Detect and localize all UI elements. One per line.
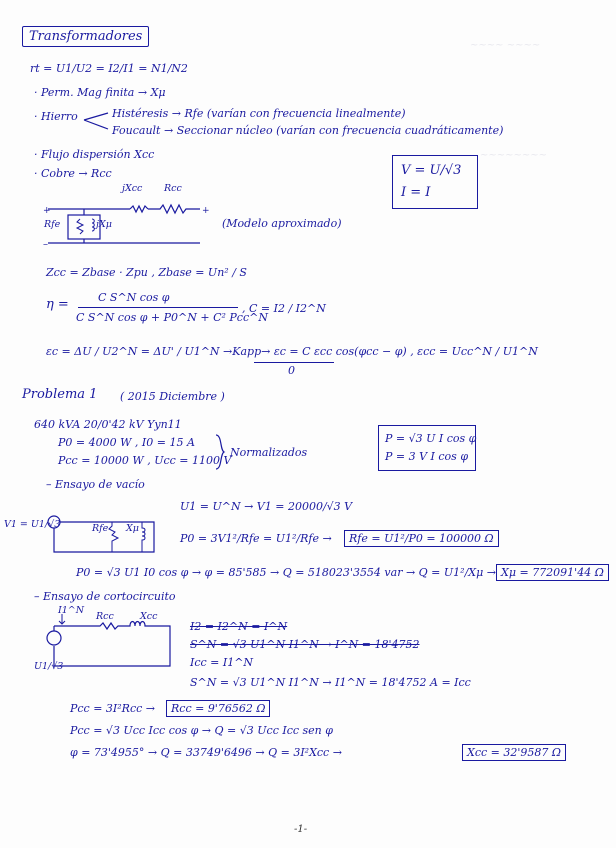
normalizados-label: Normalizados xyxy=(230,446,308,459)
p0-spec: P0 = 4000 W , I0 = 15 A xyxy=(58,436,195,449)
cc-pcc2: Pcc = √3 Ucc Icc cos φ → Q = √3 Ucc Icc sen φ xyxy=(70,724,333,737)
eta-fraction-bar xyxy=(78,307,238,308)
cc-heading: – Ensayo de cortocircuito xyxy=(34,590,176,603)
eta-numerator: C S^N cos φ xyxy=(98,291,170,304)
vacio-v1-label: V1 = U1/√3 xyxy=(4,519,61,530)
cc-phi: φ = 73'4955° → Q = 33749'6496 → Q = 3I²Xcc → xyxy=(70,746,342,759)
foucault-item: Foucault → Seccionar núcleo (varían con frecuencia cuadráticamente) xyxy=(112,124,504,137)
cc-i1-label: I1^N xyxy=(58,605,85,616)
vacio-rfe-label: Rfe xyxy=(92,523,109,534)
svg-text:+: + xyxy=(43,206,51,216)
ratio-formula: rt = U1/U2 = I2/I1 = N1/N2 xyxy=(30,62,188,75)
i-relation: I = I xyxy=(401,185,431,200)
eta-label: η = xyxy=(46,297,69,312)
jxcc-label: jXcc xyxy=(122,183,143,194)
cc-xcc-label: Xcc xyxy=(140,611,158,622)
cc-rcc-label: Rcc xyxy=(96,611,114,622)
rfe-label: Rfe xyxy=(44,219,61,230)
brace xyxy=(214,434,226,470)
xu-result: Xμ = 772091'44 Ω xyxy=(496,564,609,581)
cc-v1-label: U1/√3 xyxy=(34,661,64,672)
bleed-through-text: ~~~~ ~~~~ xyxy=(470,40,541,51)
pcc-spec: Pcc = 10000 W , Ucc = 1100 V xyxy=(58,454,232,467)
vacio-p0: P0 = 3V1²/Rfe = U1²/Rfe → xyxy=(180,532,332,545)
v-relation: V = U/√3 xyxy=(401,163,462,178)
vacio-u1: U1 = U^N → V1 = 20000/√3 V xyxy=(180,500,353,513)
xcc-result: Xcc = 32'9587 Ω xyxy=(462,744,566,761)
cc-line-struck-2: S^N = √3 U1^N I1^N → I^N = 18'4752 xyxy=(190,638,420,651)
cc-line-struck-1: I2 = I2^N = I^N xyxy=(190,620,288,633)
ec-underline xyxy=(254,362,334,363)
ec-zero: 0 xyxy=(288,364,295,377)
jxu-label: jXμ xyxy=(96,219,112,230)
ec-formula: εc = ΔU / U2^N = ΔU' / U1^N →Kapp→ εc = C εcc cos(φcc − φ) , εcc = Ucc^N / U1^N xyxy=(46,345,538,358)
cc-line-icc: Icc = I1^N xyxy=(190,656,254,669)
cobre-item: · Cobre → Rcc xyxy=(34,167,112,180)
power-formulas-box xyxy=(378,425,476,471)
branch-bracket xyxy=(84,112,114,132)
histeresis-item: Histéresis → Rfe (varían con frecuencia linealmente) xyxy=(112,107,406,120)
vacio-heading: – Ensayo de vacío xyxy=(46,478,145,491)
cc-pcc: Pcc = 3I²Rcc → xyxy=(70,702,156,715)
c-formula: , C = I2 / I2^N xyxy=(242,302,326,315)
cc-line-sn: S^N = √3 U1^N I1^N → I1^N = 18'4752 A = Icc xyxy=(190,676,471,689)
problem-title: Problema 1 xyxy=(22,387,98,402)
eta-denominator: C S^N cos φ + P0^N + C² Pcc^N xyxy=(76,311,268,324)
hierro-item: · Hierro xyxy=(34,110,78,123)
zcc-formula: Zcc = Zbase · Zpu , Zbase = Un² / S xyxy=(46,266,247,279)
page-number: -1- xyxy=(294,824,308,835)
rcc-result: Rcc = 9'76562 Ω xyxy=(166,700,270,717)
transformer-specs: 640 kVA 20/0'42 kV Yyn11 xyxy=(34,418,182,431)
rcc-label: Rcc xyxy=(164,183,182,194)
vacio-phi: P0 = √3 U1 I0 cos φ → φ = 85'585 → Q = 518023'3554 var → Q = U1²/Xμ → xyxy=(76,566,496,579)
svg-text:+: + xyxy=(202,206,210,216)
rfe-result: Rfe = U1²/P0 = 100000 Ω xyxy=(344,530,499,547)
page-title: Transformadores xyxy=(22,26,149,47)
vacio-xu-label: Xμ xyxy=(126,523,139,534)
flujo-item: · Flujo dispersión Xcc xyxy=(34,148,155,161)
model-caption: (Modelo aproximado) xyxy=(222,217,342,230)
svg-text:–: – xyxy=(43,239,48,250)
phase-relations-box xyxy=(392,155,478,209)
bleed-through-text: ~~~~~~~~ xyxy=(480,150,548,161)
power-formula-phase: P = 3 V I cos φ xyxy=(385,450,469,463)
power-formula-line: P = √3 U I cos φ xyxy=(385,432,477,445)
perm-item: · Perm. Mag finita → Xμ xyxy=(34,86,166,99)
problem-subtitle: ( 2015 Diciembre ) xyxy=(120,390,225,403)
